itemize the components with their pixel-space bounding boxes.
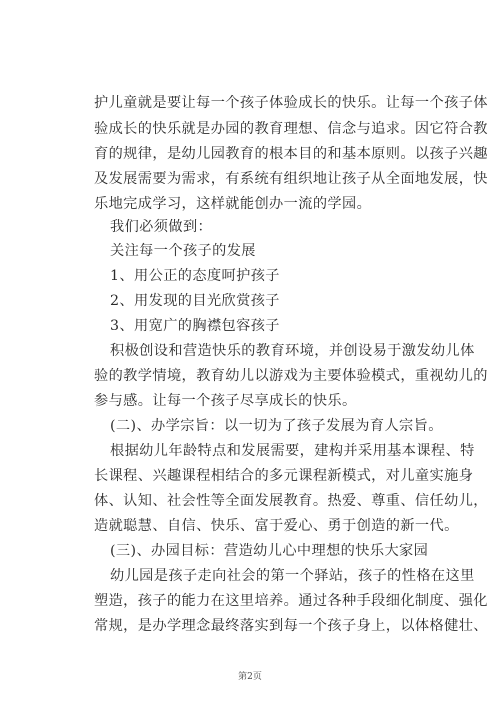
body-line: 长课程、兴趣课程相结合的多元课程新模式，对儿童实施身 xyxy=(94,468,474,484)
body-line: 塑造，孩子的能力在这里培养。通过各种手段细化制度、强化 xyxy=(94,593,488,609)
section-heading: (二)、办学宗旨：以一切为了孩子发展为育人宗旨。 xyxy=(110,418,443,434)
body-line: 及发展需要为需求，有系统有组织地让孩子从全面地发展，快 xyxy=(94,171,488,187)
list-item: 1、用公正的态度呵护孩子 xyxy=(110,268,280,284)
body-line: 我们必须做到： xyxy=(110,219,213,235)
body-line: 关注每一个孩子的发展 xyxy=(110,243,256,259)
body-line: 体、认知、社会性等全面发展教育。热爱、尊重、信任幼儿， xyxy=(94,493,488,509)
page-number: 第2页 xyxy=(238,672,262,682)
list-item: 2、用发现的目光欣赏孩子 xyxy=(110,293,280,309)
section-heading: (三)、办园目标：营造幼儿心中理想的快乐大家园 xyxy=(110,543,429,559)
body-line: 验成长的快乐就是办园的教育理想、信念与追求。因它符合教 xyxy=(94,121,488,137)
body-line: 幼儿园是孩子走向社会的第一个驿站，孩子的性格在这里 xyxy=(110,568,475,584)
body-line: 积极创设和营造快乐的教育环境，并创设易于激发幼儿体 xyxy=(110,343,475,359)
body-line: 造就聪慧、自信、快乐、富于爱心、勇于创造的新一代。 xyxy=(94,518,459,534)
body-line: 验的教学情境，教育幼儿以游戏为主要体验模式，重视幼儿的 xyxy=(94,368,488,384)
body-line: 乐地完成学习，这样就能创办一流的学园。 xyxy=(94,196,372,212)
body-line: 根据幼儿年龄特点和发展需要，建构并采用基本课程、特 xyxy=(110,443,475,459)
body-line: 护儿童就是要让每一个孩子体验成长的快乐。让每一个孩子体 xyxy=(94,95,488,111)
body-line: 常规，是办学理念最终落实到每一个孩子身上，以体格健壮、 xyxy=(94,618,488,634)
body-line: 育的规律，是幼儿园教育的根本目的和基本原则。以孩子兴趣 xyxy=(94,146,488,162)
list-item: 3、用宽广的胸襟包容孩子 xyxy=(110,318,280,334)
body-line: 参与感。让每一个孩子尽享成长的快乐。 xyxy=(94,393,357,409)
